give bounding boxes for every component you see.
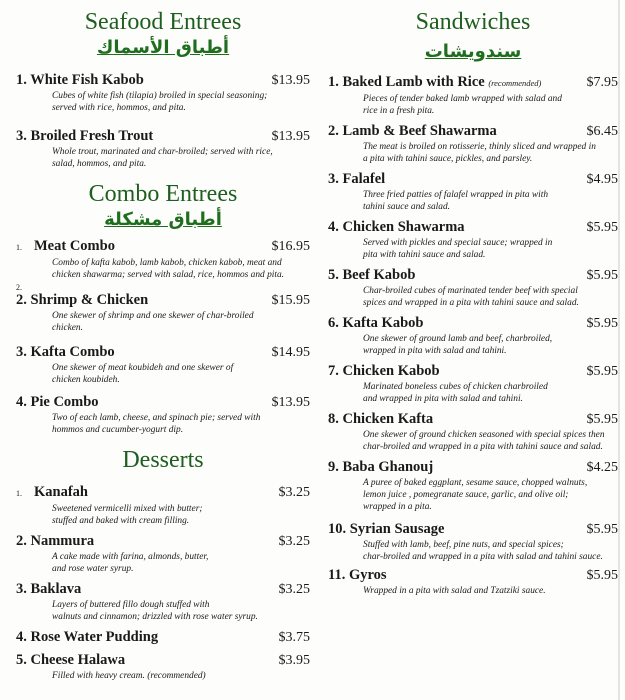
item-description: Marinated boneless cubes of chicken charbroiled and wrapped in pita with salad and tahini. <box>363 382 548 404</box>
item-description: The meat is broiled on rotisserie, thinly sliced and wrapped in a pita with tahini sauce, pickles, and parsley. <box>363 142 596 164</box>
item-name <box>328 521 444 538</box>
item-row <box>328 315 618 332</box>
menu-item <box>328 267 618 309</box>
item-row <box>328 74 618 92</box>
item-row <box>16 652 310 669</box>
item-description: Whole trout, marinated and char-broiled; served with rice, salad, hommos, and pita. <box>52 147 273 169</box>
item-name <box>16 238 115 256</box>
item-name <box>328 74 541 92</box>
item-name-text: 3. Kafta Combo <box>16 344 115 360</box>
menu-item <box>328 459 618 513</box>
right-column <box>328 0 618 597</box>
desserts-title: Desserts <box>122 447 204 473</box>
item-name <box>16 652 125 669</box>
item-row <box>16 128 310 145</box>
menu-item <box>16 394 310 436</box>
item-name-text: 4. Chicken Shawarma <box>328 219 465 235</box>
item-price: $13.95 <box>271 129 310 144</box>
item-name-text: 2. Lamb & Beef Shawarma <box>328 123 497 139</box>
menu-item <box>328 411 618 453</box>
menu-item <box>328 363 618 405</box>
item-price: $16.95 <box>271 239 310 254</box>
seafood-title: Seafood Entrees <box>84 9 242 35</box>
item-name <box>16 581 81 598</box>
item-name-text: 9. Baba Ghanouj <box>328 459 434 475</box>
item-description: A cake made with farina, almonds, butter, and rose water syrup. <box>52 552 209 574</box>
item-name <box>328 363 440 380</box>
item-name-text: 11. Gyros <box>328 567 387 583</box>
item-name <box>16 484 88 502</box>
item-description: One skewer of ground lamb and beef, charbroiled, wrapped in pita with salad and tahini. <box>363 334 553 356</box>
menu-item <box>328 219 618 261</box>
item-row <box>16 72 310 89</box>
item-price: $5.95 <box>586 522 618 537</box>
item-description: Pieces of tender baked lamb wrapped with salad and rice in a fresh pita. <box>363 94 562 116</box>
item-row <box>328 459 618 476</box>
item-description: Combo of kafta kabob, lamb kabob, chicken kabob, meat and chicken shawarma; served with salad, rice, hommos and pita. <box>52 258 285 280</box>
item-name <box>16 629 158 646</box>
menu-item <box>16 344 310 386</box>
menu-item <box>328 123 618 165</box>
item-name-text: 8. Chicken Kafta <box>328 411 434 427</box>
item-name <box>16 344 115 361</box>
item-price: $5.95 <box>586 364 618 379</box>
item-price: $3.75 <box>278 630 310 645</box>
item-number-stub: 2. <box>16 283 22 292</box>
item-name-text: 1. White Fish Kabob <box>16 72 144 88</box>
menu-item <box>16 128 310 170</box>
item-price: $5.95 <box>586 568 618 583</box>
item-row <box>16 533 310 550</box>
item-row <box>328 567 618 584</box>
item-name <box>328 315 423 332</box>
menu-item <box>16 484 310 527</box>
item-description: A puree of baked eggplant, sesame sauce, chopped walnuts, lemon juice , pomegranate sauce, garlic, and olive oil; wrapped in a pita. <box>363 478 588 512</box>
menu-item <box>328 521 618 563</box>
item-name-text: 3. Falafel <box>328 171 386 187</box>
item-name-text: 3. Broiled Fresh Trout <box>16 128 154 144</box>
item-row <box>16 238 310 256</box>
item-name-text: Kanafah <box>34 484 88 500</box>
item-price: $15.95 <box>271 293 310 308</box>
item-name-text: 2. Nammura <box>16 533 95 549</box>
seafood-arabic-title: أطباق الأسماك <box>96 37 230 58</box>
item-name-text: 6. Kafta Kabob <box>328 315 424 331</box>
item-row <box>328 411 618 428</box>
item-name-text: 3. Baklava <box>16 581 82 597</box>
item-name-text: 10. Syrian Sausage <box>328 521 445 537</box>
item-name <box>16 292 148 309</box>
item-name-text: 2. Shrimp & Chicken <box>16 292 149 308</box>
item-price: $3.25 <box>278 485 310 500</box>
item-row <box>16 344 310 361</box>
combo-arabic-title: أطباق مشكلة <box>104 209 222 230</box>
item-price: $3.95 <box>278 653 310 668</box>
item-description: Three fried patties of falafel wrapped in pita with tahini sauce and salad. <box>363 190 549 212</box>
item-price: $13.95 <box>271 73 310 88</box>
item-row <box>16 484 310 502</box>
menu-item <box>328 74 618 117</box>
item-price: $5.95 <box>586 268 618 283</box>
item-price: $4.25 <box>586 460 618 475</box>
item-name-text: Meat Combo <box>34 238 115 254</box>
item-price: $3.25 <box>278 534 310 549</box>
item-description: Cubes of white fish (tilapia) broiled in special seasoning; served with rice, hommos, and pita. <box>52 91 268 113</box>
menu-item <box>328 171 618 213</box>
menu-item <box>328 315 618 357</box>
item-name-text: 4. Rose Water Pudding <box>16 629 159 645</box>
left-column <box>16 0 310 682</box>
menu-item <box>16 292 310 334</box>
item-note: (recommended) <box>488 78 542 88</box>
combo-title: Combo Entrees <box>88 181 238 207</box>
item-name-text: 5. Cheese Halawa <box>16 652 126 668</box>
item-name <box>328 219 465 236</box>
item-name <box>328 171 385 188</box>
item-row <box>16 629 310 646</box>
item-description: Stuffed with lamb, beef, pine nuts, and special spices; char-broiled and wrapped in a pita with salad and tahini sauce. <box>363 540 603 562</box>
item-price: $13.95 <box>271 395 310 410</box>
item-description: One skewer of ground chicken seasoned with special spices then char-broiled and wrapped in a pita with tahini sauce and salad. <box>363 430 605 452</box>
item-description: Char-broiled cubes of marinated tender beef with special spices and wrapped in a pita with tahini sauce and salad. <box>363 286 579 308</box>
item-row <box>328 123 618 140</box>
item-number-stub: 1. <box>16 489 22 498</box>
item-price: $5.95 <box>586 316 618 331</box>
item-name <box>16 533 94 550</box>
item-name <box>16 72 144 89</box>
item-description: Filled with heavy cream. (recommended) <box>52 671 206 681</box>
item-row <box>328 267 618 284</box>
item-row <box>16 394 310 411</box>
item-row <box>16 581 310 598</box>
item-price: $5.95 <box>586 220 618 235</box>
menu-item <box>16 533 310 575</box>
item-price: $7.95 <box>586 75 618 90</box>
item-description: One skewer of shrimp and one skewer of char-broiled chicken. <box>52 311 254 333</box>
item-row <box>328 521 618 538</box>
item-number-stub: 1. <box>16 243 22 252</box>
item-name <box>328 267 415 284</box>
menu-item <box>16 629 310 646</box>
item-row <box>328 171 618 188</box>
sandwiches-title: Sandwiches <box>415 9 531 35</box>
item-name <box>328 411 433 428</box>
item-row <box>328 363 618 380</box>
item-name-text: 4. Pie Combo <box>16 394 99 410</box>
menu-item <box>16 72 310 114</box>
item-description: Two of each lamb, cheese, and spinach pie; served with hommos and cucumber-yogurt dip. <box>52 413 261 435</box>
item-price: $5.95 <box>586 412 618 427</box>
item-description: One skewer of meat koubideh and one skewer of chicken koubideh. <box>52 363 234 385</box>
item-price: $6.45 <box>586 124 618 139</box>
sandwiches-arabic-title: سندويشات <box>424 41 522 62</box>
item-name-text: 5. Beef Kabob <box>328 267 416 283</box>
item-price: $4.95 <box>586 172 618 187</box>
item-name <box>328 459 433 476</box>
menu-item <box>16 238 310 281</box>
item-name-text: 7. Chicken Kabob <box>328 363 440 379</box>
menu-item <box>16 581 310 623</box>
item-row <box>16 292 310 309</box>
item-description: Served with pickles and special sauce; wrapped in pita with tahini sauce and salad. <box>363 238 553 260</box>
item-name-text: 1. Baked Lamb with Rice <box>328 74 485 90</box>
item-price: $3.25 <box>278 582 310 597</box>
item-price: $14.95 <box>271 345 310 360</box>
item-name <box>328 123 497 140</box>
item-name <box>328 567 387 584</box>
item-name <box>16 394 99 411</box>
item-row <box>328 219 618 236</box>
item-description: Sweetened vermicelli mixed with butter; stuffed and baked with cream filling. <box>52 504 203 526</box>
item-description: Layers of buttered fillo dough stuffed with walnuts and cinnamon; drizzled with rose water syrup. <box>52 600 258 622</box>
item-name <box>16 128 153 145</box>
menu-item <box>328 567 618 597</box>
item-description: Wrapped in a pita with salad and Tzatziki sauce. <box>363 586 546 596</box>
menu-item <box>16 652 310 682</box>
